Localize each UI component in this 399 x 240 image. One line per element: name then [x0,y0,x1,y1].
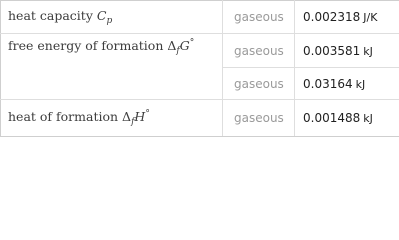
property-symbol-subscript: f [131,117,135,127]
phase-cell: gaseous [223,68,295,100]
table-row [1,34,399,68]
property-name-heat-of-formation [1,100,223,137]
property-symbol-subscript: f [176,46,180,56]
phase-cell: gaseous [223,1,295,34]
property-symbol-delta: Δ [167,38,177,53]
table-row [1,1,399,34]
property-label: free energy of formation [8,38,168,53]
value-number: 0.03164 [303,76,353,91]
property-symbol-superscript: ° [189,38,195,48]
property-symbol-subscript: p [106,16,113,26]
property-name-free-energy-of-formation [1,34,223,100]
table-row [1,100,399,137]
property-label: heat capacity [8,8,97,23]
property-symbol: C [96,8,107,23]
value-number: 0.002318 [303,10,361,24]
value-unit: J/K [363,11,378,24]
value-number: 0.001488 [303,111,361,125]
value-number: 0.003581 [303,43,361,58]
value-unit: kJ [363,44,373,58]
phase-cell: gaseous [223,100,295,137]
value-cell [295,68,399,100]
property-symbol: G [179,38,190,53]
value-unit: kJ [363,112,373,125]
value-unit: kJ [355,77,366,91]
property-symbol-superscript: ° [145,109,150,119]
property-symbol: H [134,109,146,124]
value-cell [295,34,399,68]
value-cell [295,1,399,34]
property-label: heat of formation [8,109,123,124]
property-symbol-delta: Δ [122,109,132,124]
value-cell [295,100,399,137]
phase-cell: gaseous [223,34,295,68]
property-name-heat-capacity [1,1,223,34]
